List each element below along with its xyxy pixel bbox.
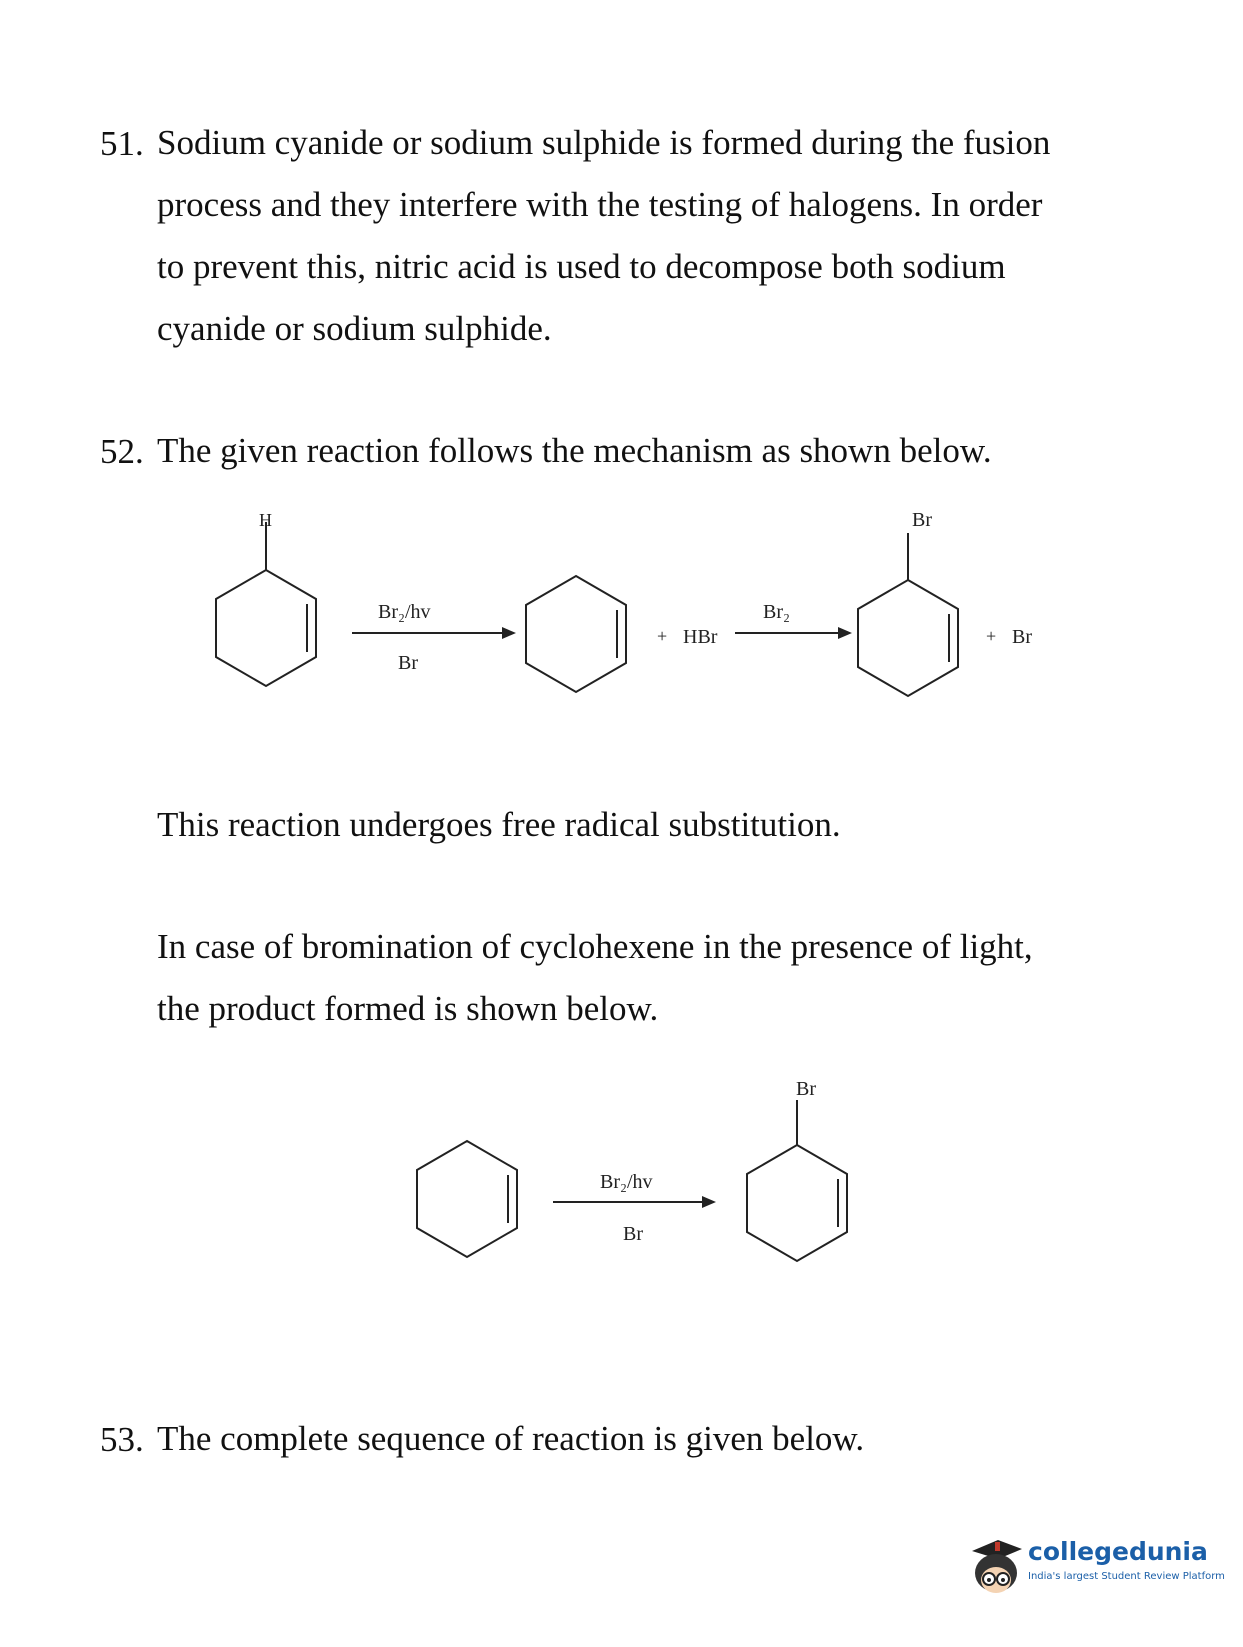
label-h: H xyxy=(259,510,272,530)
plus-sign-1: + xyxy=(657,626,668,646)
logo-wordmark: collegedunia xyxy=(1028,1537,1208,1566)
label-br-product-1: Br xyxy=(912,509,932,531)
plus-sign-2: + xyxy=(986,626,997,646)
reagent-br-1: Br xyxy=(398,652,418,674)
q53-number: 53. xyxy=(100,1420,144,1459)
arrow-head-3 xyxy=(702,1196,716,1208)
q51-line-2: process and they interfere with the testing of halogens. In order xyxy=(157,185,1043,224)
q52-number: 52. xyxy=(100,432,144,471)
q51-number: 51. xyxy=(100,124,144,163)
q51-line-4: cyanide or sodium sulphide. xyxy=(157,309,552,348)
cyclohexene-ring-5 xyxy=(747,1145,847,1261)
q52-para-line-2: the product formed is shown below. xyxy=(157,989,659,1028)
q53-text: The complete sequence of reaction is given below. xyxy=(157,1419,865,1458)
mascot-icon xyxy=(968,1535,1023,1605)
cyclohexene-ring-4 xyxy=(417,1141,517,1257)
logo-tagline: India's largest Student Review Platform xyxy=(1028,1571,1225,1582)
q51-line-1: Sodium cyanide or sodium sulphide is formed during the fusion xyxy=(157,123,1051,162)
reagent-br2-hv-2: Br₂/hv xyxy=(600,1171,653,1193)
byproduct-hbr: HBr xyxy=(683,626,718,648)
collegedunia-logo xyxy=(968,1535,1225,1605)
reagent-br2-hv-1: Br₂/hv xyxy=(378,601,431,623)
label-br-product-2: Br xyxy=(796,1078,816,1100)
q51-line-3: to prevent this, nitric acid is used to decompose both sodium xyxy=(157,247,1006,286)
reagent-br-2: Br xyxy=(623,1223,643,1245)
byproduct-br: Br xyxy=(1012,626,1032,648)
q52-intro: The given reaction follows the mechanism as shown below. xyxy=(157,431,992,470)
reagent-br2: Br₂ xyxy=(763,601,790,623)
q52-para-line-1: In case of bromination of cyclohexene in the presence of light, xyxy=(157,927,1033,966)
q52-statement: This reaction undergoes free radical substitution. xyxy=(157,805,841,844)
